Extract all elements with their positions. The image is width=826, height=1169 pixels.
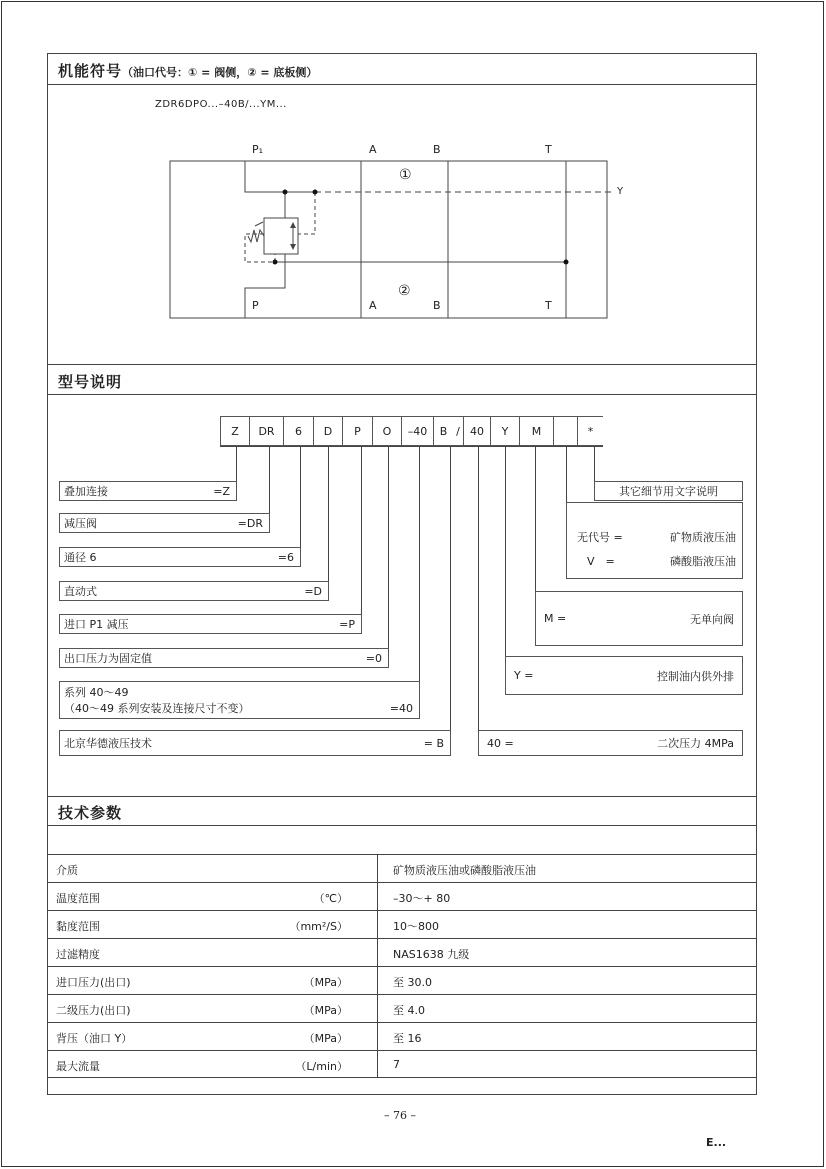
connector-line <box>300 446 301 547</box>
circle-label-valve-side: ① <box>399 167 412 183</box>
model-item-o: 出口压力为固定值 =0 <box>59 648 389 668</box>
port-label-p-bottom: P <box>252 299 259 312</box>
port-label-b-bottom: B <box>433 299 441 312</box>
tech-row: 温度范围 （℃） –30～+ 80 <box>48 882 756 910</box>
tech-row: 介质 矿物质液压油或磷酸脂液压油 <box>48 854 756 882</box>
code-part-d: D <box>313 416 342 446</box>
code-part-6: 6 <box>283 416 313 446</box>
port-label-t-top: T <box>545 143 552 156</box>
connector-line <box>269 446 270 513</box>
model-item-z: 叠加连接 =Z <box>59 481 237 501</box>
oil-val-a: 矿物质液压油 <box>670 531 736 544</box>
port-label-p1-top: P₁ <box>252 143 264 156</box>
tech-row: 背压（油口 Y） （MPa） 至 16 <box>48 1022 756 1050</box>
model-item-m: M = 无单向阀 <box>535 591 743 646</box>
model-item-y: Y = 控制油内供外排 <box>505 656 743 695</box>
code-part-z: Z <box>220 416 249 446</box>
code-part-dr: DR <box>249 416 283 446</box>
tech-row: 二级压力(出口) （MPa） 至 4.0 <box>48 994 756 1022</box>
model-item-series: 系列 40～49 （40～49 系列安装及连接尺寸不变） =40 <box>59 681 420 719</box>
footer-mark: E... <box>706 1136 727 1149</box>
port-label-a-top: A <box>369 143 377 156</box>
connector-line <box>361 446 362 614</box>
divider <box>47 364 757 365</box>
oil-key-a: 无代号 = <box>577 531 623 544</box>
port-label-t-bottom: T <box>545 299 552 312</box>
model-item-dr: 减压阀 =DR <box>59 513 270 533</box>
divider <box>47 796 757 797</box>
code-part-b: B <box>433 416 453 446</box>
model-item-oil <box>566 502 743 579</box>
connector-line <box>388 446 389 648</box>
tech-row: 进口压力(出口) （MPa） 至 30.0 <box>48 966 756 994</box>
tech-row: 最大流量 （L/min） 7 <box>48 1050 756 1078</box>
connector-line <box>535 446 536 591</box>
oil-val-b: 磷酸脂液压油 <box>670 555 736 568</box>
code-part-blank <box>553 416 577 446</box>
symbol-subtitle: （油口代号：① = 阀侧，② = 底板侧） <box>122 66 318 79</box>
divider <box>47 394 757 395</box>
connector-line <box>566 446 567 502</box>
page-number: – 76 – <box>384 1109 416 1122</box>
connector-line <box>594 446 595 481</box>
code-part-40: 40 <box>463 416 490 446</box>
code-part-series: –40 <box>401 416 433 446</box>
oil-key-b: V = <box>587 555 615 568</box>
divider <box>47 84 757 85</box>
table-bottom <box>47 1077 757 1078</box>
code-part-y: Y <box>490 416 519 446</box>
port-label-a-bottom: A <box>369 299 377 312</box>
tech-row: 过滤精度 NAS1638 九级 <box>48 938 756 966</box>
code-part-o: O <box>372 416 401 446</box>
model-item-other: 其它细节用文字说明 <box>594 481 743 501</box>
connector-line <box>505 446 506 656</box>
tech-row: 黏度范围 （mm²/S） 10～800 <box>48 910 756 938</box>
connector-line <box>450 446 451 730</box>
model-item-p: 进口 P1 减压 =P <box>59 614 362 634</box>
code-part-p: P <box>342 416 372 446</box>
model-item-6: 通径 6 =6 <box>59 547 301 567</box>
tech-section-title: 技术参数 <box>58 804 123 822</box>
model-item-d: 直动式 =D <box>59 581 329 601</box>
code-part-m: M <box>519 416 553 446</box>
model-item-pressure: 40 = 二次压力 4MPa <box>478 730 743 756</box>
table-column-divider <box>377 854 378 1077</box>
divider <box>47 825 757 826</box>
code-part-star: * <box>577 416 603 446</box>
model-item-b: 北京华德液压技术 = B <box>59 730 451 756</box>
connector-line <box>419 446 420 700</box>
connector-line <box>478 446 479 730</box>
connector-line <box>328 446 329 581</box>
circle-label-plate-side: ② <box>398 283 411 299</box>
port-label-y: Y <box>617 186 624 197</box>
connector-line <box>236 446 237 481</box>
code-bar-bottom <box>220 446 603 447</box>
model-section-title: 型号说明 <box>58 373 123 391</box>
code-part-slash: / <box>453 416 463 446</box>
port-label-b-top: B <box>433 143 441 156</box>
symbol-section-title: 机能符号（油口代号：① = 阀侧，② = 底板侧） <box>58 62 318 80</box>
model-reference: ZDR6DPO...–40B/...YM... <box>155 99 287 110</box>
